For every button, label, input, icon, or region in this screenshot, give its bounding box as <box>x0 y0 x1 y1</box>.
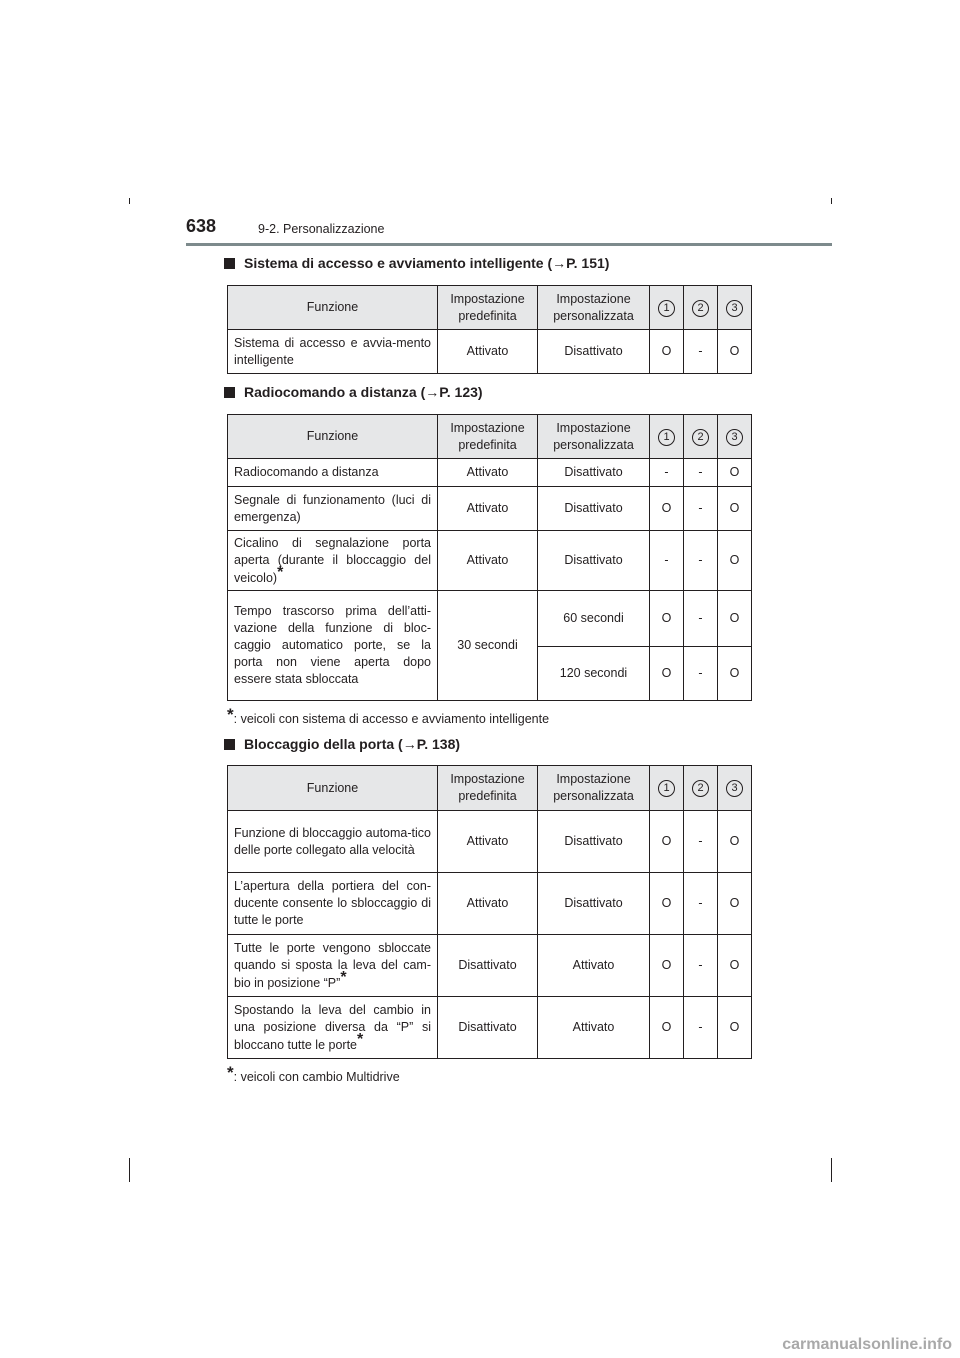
col3-cell: O <box>718 487 752 531</box>
custom-cell: Attivato <box>538 935 650 997</box>
square-bullet-icon <box>224 258 235 269</box>
header-col-3 <box>718 286 752 330</box>
circled-number: 2 <box>692 429 709 446</box>
col3-cell: O <box>718 997 752 1059</box>
header-default: Impostazione predefinita <box>438 766 538 811</box>
header-col-2 <box>684 415 718 459</box>
header-col-1 <box>650 415 684 459</box>
table-header-row <box>228 286 752 330</box>
table-row <box>228 487 752 531</box>
section-title: Sistema di accesso e avviamento intelligente (→P. 151) <box>244 255 610 271</box>
custom-cell: 120 secondi <box>538 647 650 701</box>
function-cell: Funzione di bloccaggio automa-tico delle porte collegato alla velocità <box>228 811 438 873</box>
settings-table <box>227 414 752 701</box>
watermark: carmanualsonline.info <box>782 1336 952 1353</box>
custom-cell: 60 secondi <box>538 591 650 647</box>
default-cell: Attivato <box>438 330 538 374</box>
table-row <box>228 459 752 487</box>
col1-cell: O <box>650 811 684 873</box>
col3-cell: O <box>718 591 752 647</box>
col1-cell: O <box>650 873 684 935</box>
footnote-marker: * <box>340 968 347 986</box>
table-row <box>228 873 752 935</box>
table-row <box>228 591 752 647</box>
function-cell <box>228 935 438 997</box>
function-cell: Segnale di funzionamento (luci di emergenza) <box>228 487 438 531</box>
footnote <box>227 1063 400 1086</box>
section-heading <box>224 255 609 271</box>
custom-cell: Disattivato <box>538 873 650 935</box>
col3-cell: O <box>718 330 752 374</box>
col1-cell: - <box>650 531 684 591</box>
function-cell <box>228 531 438 591</box>
header-col-1 <box>650 286 684 330</box>
col2-cell: - <box>684 873 718 935</box>
page-number: 638 <box>186 216 217 236</box>
function-text: Cicalino di segnalazione porta aperta (durante il bloccaggio del veicolo) <box>234 535 431 585</box>
section-title: Radiocomando a distanza (→P. 123) <box>244 384 483 400</box>
col2-cell: - <box>684 811 718 873</box>
default-cell: 30 secondi <box>438 591 538 701</box>
col3-cell: O <box>718 647 752 701</box>
circled-number: 1 <box>658 780 675 797</box>
circled-number: 1 <box>658 429 675 446</box>
circled-number: 1 <box>658 300 675 317</box>
section-title: Bloccaggio della porta (→P. 138) <box>244 736 461 752</box>
footnote-marker: * <box>227 1063 234 1082</box>
header-col-1 <box>650 766 684 811</box>
header-rule <box>186 243 832 246</box>
function-text: Spostando la leva del cambio in una posizione diversa da “P” si bloccano tutte le porte <box>234 1002 431 1052</box>
header-funzione: Funzione <box>228 766 438 811</box>
header-col-3 <box>718 766 752 811</box>
circled-number: 2 <box>692 300 709 317</box>
col2-cell: - <box>684 997 718 1059</box>
col1-cell: O <box>650 487 684 531</box>
footnote-text: : veicoli con cambio Multidrive <box>233 1070 400 1084</box>
default-cell: Attivato <box>438 873 538 935</box>
col2-cell: - <box>684 487 718 531</box>
settings-table <box>227 765 752 1059</box>
circled-number: 3 <box>726 780 743 797</box>
header-custom: Impostazione personalizzata <box>538 415 650 459</box>
circled-number: 3 <box>726 300 743 317</box>
table-row <box>228 935 752 997</box>
default-cell: Attivato <box>438 811 538 873</box>
table-header-row <box>228 415 752 459</box>
col2-cell: - <box>684 591 718 647</box>
footnote-marker: * <box>357 1030 364 1048</box>
header-col-2 <box>684 766 718 811</box>
crop-mark <box>129 198 130 204</box>
col3-cell: O <box>718 531 752 591</box>
table-row <box>228 330 752 374</box>
col1-cell: O <box>650 591 684 647</box>
settings-table <box>227 285 752 374</box>
function-cell: Sistema di accesso e avvia-mento intelligente <box>228 330 438 374</box>
table-row <box>228 811 752 873</box>
col2-cell: - <box>684 647 718 701</box>
function-cell <box>228 997 438 1059</box>
col1-cell: O <box>650 935 684 997</box>
col3-cell: O <box>718 811 752 873</box>
default-cell: Disattivato <box>438 935 538 997</box>
table-header-row <box>228 766 752 811</box>
crop-mark <box>831 198 832 204</box>
footnote-text: : veicoli con sistema di accesso e avviamento intelligente <box>233 712 550 726</box>
header-custom: Impostazione personalizzata <box>538 766 650 811</box>
header-funzione: Funzione <box>228 415 438 459</box>
default-cell: Attivato <box>438 531 538 591</box>
default-cell: Attivato <box>438 459 538 487</box>
col1-cell: O <box>650 330 684 374</box>
table-row <box>228 997 752 1059</box>
col2-cell: - <box>684 459 718 487</box>
square-bullet-icon <box>224 739 235 750</box>
header-default: Impostazione predefinita <box>438 286 538 330</box>
col3-cell: O <box>718 873 752 935</box>
function-cell: Radiocomando a distanza <box>228 459 438 487</box>
col2-cell: - <box>684 935 718 997</box>
header-col-3 <box>718 415 752 459</box>
chapter-title: 9-2. Personalizzazione <box>258 222 385 236</box>
default-cell: Disattivato <box>438 997 538 1059</box>
header-funzione: Funzione <box>228 286 438 330</box>
square-bullet-icon <box>224 387 235 398</box>
custom-cell: Disattivato <box>538 330 650 374</box>
col3-cell: O <box>718 935 752 997</box>
col1-cell: O <box>650 647 684 701</box>
custom-cell: Attivato <box>538 997 650 1059</box>
footnote <box>227 705 550 728</box>
footnote-marker: * <box>227 705 234 724</box>
table-row <box>228 531 752 591</box>
col2-cell: - <box>684 531 718 591</box>
crop-mark <box>129 1158 130 1182</box>
circled-number: 3 <box>726 429 743 446</box>
crop-mark <box>831 1158 832 1182</box>
function-cell: Tempo trascorso prima dell’atti-vazione della funzione di bloc-caggio automatico porte, se la porta non viene aperta dopo essere stata sbloccata <box>228 591 438 701</box>
function-cell: L’apertura della portiera del con-ducente consente lo sbloccaggio di tutte le porte <box>228 873 438 935</box>
footnote-marker: * <box>277 563 284 581</box>
col1-cell: - <box>650 459 684 487</box>
function-text: Tutte le porte vengono sbloccate quando si sposta la leva del cam-bio in posizione “P” <box>234 940 431 990</box>
custom-cell: Disattivato <box>538 487 650 531</box>
section-heading <box>224 736 460 752</box>
default-cell: Attivato <box>438 487 538 531</box>
col3-cell: O <box>718 459 752 487</box>
section-heading <box>224 384 483 400</box>
custom-cell: Disattivato <box>538 459 650 487</box>
custom-cell: Disattivato <box>538 811 650 873</box>
col2-cell: - <box>684 330 718 374</box>
circled-number: 2 <box>692 780 709 797</box>
col1-cell: O <box>650 997 684 1059</box>
custom-cell: Disattivato <box>538 531 650 591</box>
header-col-2 <box>684 286 718 330</box>
header-default: Impostazione predefinita <box>438 415 538 459</box>
header-custom: Impostazione personalizzata <box>538 286 650 330</box>
